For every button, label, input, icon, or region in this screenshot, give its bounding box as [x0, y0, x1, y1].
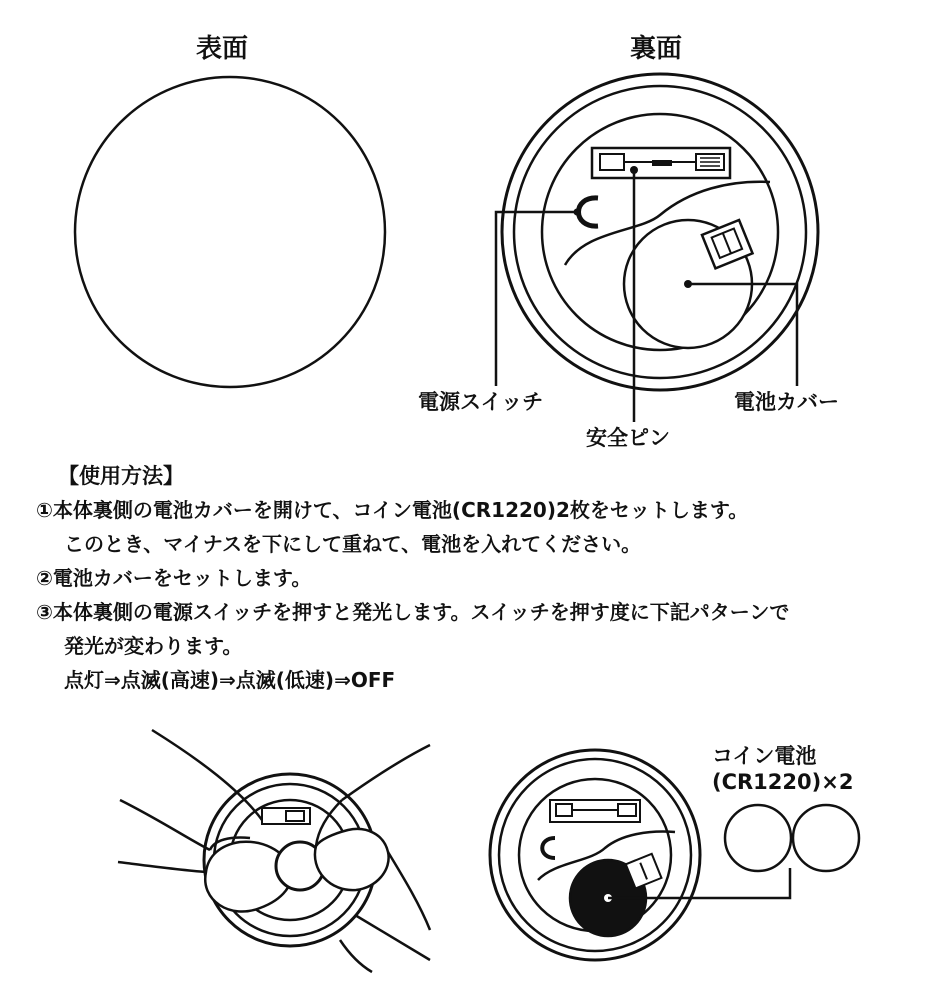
instruction-step-3-cont: 発光が変わります。 [64, 634, 243, 658]
instruction-step-1: ①本体裏側の電池カバーを開けて、コイン電池(CR1220)2枚をセットします。 [36, 498, 749, 522]
coin-battery-2 [793, 805, 859, 871]
coin-battery-1 [725, 805, 791, 871]
instructions-heading: 【使用方法】 [58, 464, 184, 488]
instruction-step-3: ③本体裏側の電源スイッチを押すと発光します。スイッチを押す度に下記パターンで [36, 600, 790, 624]
hands-battery-illustration [118, 730, 430, 972]
coin-battery-label: コイン電池 [712, 744, 817, 768]
light-pattern-sequence: 点灯⇒点滅(高速)⇒点滅(低速)⇒OFF [64, 668, 396, 692]
power-switch-symbol [579, 198, 599, 226]
coin-battery-model: (CR1220)×2 [712, 770, 854, 794]
instruction-step-1-note: このとき、マイナスを下にして重ねて、電池を入れてください。 [64, 532, 642, 556]
back-side-title: 裏面 [630, 34, 683, 64]
front-face-circle [75, 77, 385, 387]
battery-cover-label: 電池カバー [734, 390, 839, 414]
back-face-drawing [502, 74, 818, 390]
front-side-title: 表面 [196, 34, 249, 64]
power-switch-label: 電源スイッチ [418, 390, 544, 414]
safety-pin-label: 安全ピン [586, 426, 670, 450]
instruction-step-2: ②電池カバーをセットします。 [36, 566, 312, 590]
